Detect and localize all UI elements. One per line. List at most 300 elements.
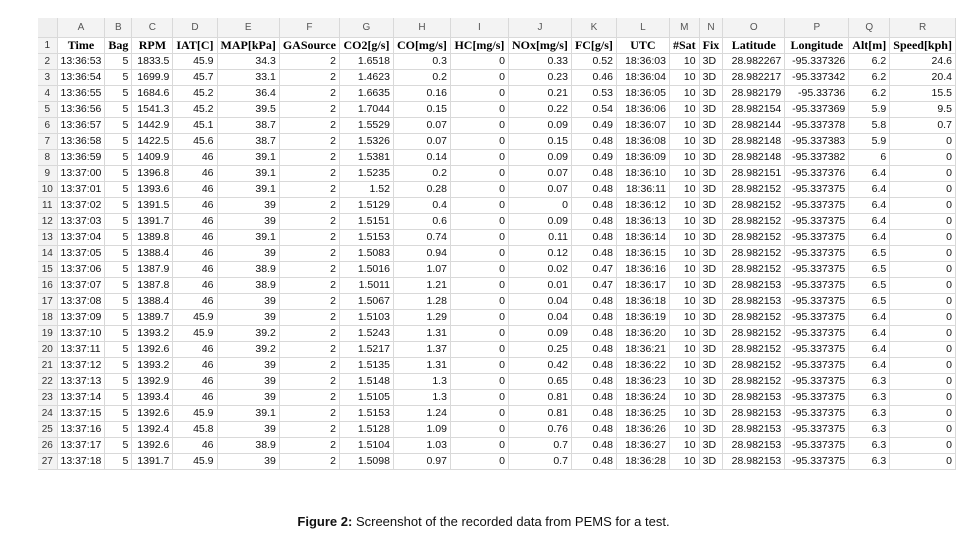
table-cell[interactable]: -95.337375 [785, 437, 849, 453]
table-cell[interactable]: 2 [279, 69, 339, 85]
table-cell[interactable]: 0 [450, 373, 508, 389]
table-cell[interactable]: 1.52 [339, 181, 393, 197]
table-cell[interactable]: 1833.5 [132, 53, 173, 69]
row-number[interactable]: 27 [38, 453, 57, 469]
table-cell[interactable]: 39.2 [217, 341, 279, 357]
table-cell[interactable]: 0 [450, 133, 508, 149]
row-number[interactable]: 13 [38, 229, 57, 245]
table-cell[interactable]: 5.9 [849, 133, 890, 149]
table-cell[interactable]: 1.4623 [339, 69, 393, 85]
table-cell[interactable]: 5 [105, 373, 132, 389]
table-cell[interactable]: 2 [279, 261, 339, 277]
table-cell[interactable]: -95.337376 [785, 165, 849, 181]
table-cell[interactable]: 3D [699, 101, 723, 117]
table-cell[interactable]: 0.3 [393, 53, 450, 69]
table-cell[interactable]: 0.52 [571, 53, 616, 69]
column-header[interactable]: H [393, 18, 450, 37]
table-cell[interactable]: 45.2 [173, 85, 217, 101]
table-cell[interactable]: 1387.8 [132, 277, 173, 293]
table-cell[interactable]: 0 [890, 389, 956, 405]
table-cell[interactable]: 13:37:15 [57, 405, 105, 421]
table-cell[interactable]: 39.1 [217, 229, 279, 245]
table-cell[interactable]: 0 [508, 197, 571, 213]
table-cell[interactable]: 10 [669, 69, 699, 85]
table-cell[interactable]: 28.982179 [723, 85, 785, 101]
table-cell[interactable]: 5.8 [849, 117, 890, 133]
table-cell[interactable]: 0.53 [571, 85, 616, 101]
table-cell[interactable]: 5 [105, 53, 132, 69]
table-cell[interactable]: 1388.4 [132, 293, 173, 309]
table-cell[interactable]: 0.48 [571, 421, 616, 437]
table-cell[interactable]: 0.21 [508, 85, 571, 101]
table-cell[interactable]: 46 [173, 357, 217, 373]
table-cell[interactable]: 0 [890, 405, 956, 421]
table-cell[interactable]: 1.31 [393, 325, 450, 341]
table-cell[interactable]: 6.2 [849, 53, 890, 69]
table-cell[interactable]: 5.9 [849, 101, 890, 117]
table-cell[interactable]: 1.5083 [339, 245, 393, 261]
table-cell[interactable]: 0.07 [508, 181, 571, 197]
table-cell[interactable]: 2 [279, 309, 339, 325]
table-cell[interactable]: 46 [173, 341, 217, 357]
table-cell[interactable]: 18:36:03 [616, 53, 669, 69]
table-cell[interactable]: 39 [217, 389, 279, 405]
table-cell[interactable]: 45.8 [173, 421, 217, 437]
table-cell[interactable]: 45.9 [173, 325, 217, 341]
row-number[interactable]: 11 [38, 197, 57, 213]
column-header[interactable]: L [616, 18, 669, 37]
table-cell[interactable]: 1541.3 [132, 101, 173, 117]
field-header-cell[interactable]: Speed[kph] [890, 37, 956, 53]
table-cell[interactable]: 0 [450, 341, 508, 357]
table-cell[interactable]: 13:37:02 [57, 197, 105, 213]
field-header-cell[interactable]: CO2[g/s] [339, 37, 393, 53]
table-cell[interactable]: 10 [669, 229, 699, 245]
table-cell[interactable]: 3D [699, 165, 723, 181]
table-cell[interactable]: 28.982152 [723, 309, 785, 325]
table-cell[interactable]: 0 [890, 133, 956, 149]
row-number[interactable]: 19 [38, 325, 57, 341]
table-cell[interactable]: 13:36:58 [57, 133, 105, 149]
table-cell[interactable]: 1.5067 [339, 293, 393, 309]
row-number[interactable]: 20 [38, 341, 57, 357]
column-header[interactable]: K [571, 18, 616, 37]
table-cell[interactable]: 28.982267 [723, 53, 785, 69]
table-cell[interactable]: 3D [699, 341, 723, 357]
table-cell[interactable]: 45.9 [173, 53, 217, 69]
table-cell[interactable]: 1.5105 [339, 389, 393, 405]
table-cell[interactable]: 28.982153 [723, 453, 785, 469]
table-cell[interactable]: 10 [669, 277, 699, 293]
table-cell[interactable]: 45.9 [173, 453, 217, 469]
table-cell[interactable]: 0.07 [393, 133, 450, 149]
table-cell[interactable]: 0 [450, 117, 508, 133]
table-cell[interactable]: 0.48 [571, 341, 616, 357]
field-header-cell[interactable]: Bag [105, 37, 132, 53]
table-cell[interactable]: 18:36:28 [616, 453, 669, 469]
table-cell[interactable]: 2 [279, 149, 339, 165]
table-cell[interactable]: 0.47 [571, 277, 616, 293]
table-cell[interactable]: 2 [279, 197, 339, 213]
table-cell[interactable]: 18:36:24 [616, 389, 669, 405]
column-header[interactable]: P [785, 18, 849, 37]
table-cell[interactable]: 1.21 [393, 277, 450, 293]
table-cell[interactable]: 0 [450, 197, 508, 213]
table-cell[interactable]: -95.337375 [785, 453, 849, 469]
table-cell[interactable]: 13:37:10 [57, 325, 105, 341]
table-cell[interactable]: 3D [699, 357, 723, 373]
table-cell[interactable]: 13:36:53 [57, 53, 105, 69]
table-cell[interactable]: 0 [890, 261, 956, 277]
table-cell[interactable]: 0.81 [508, 389, 571, 405]
table-cell[interactable]: 1.5098 [339, 453, 393, 469]
table-cell[interactable]: -95.337383 [785, 133, 849, 149]
table-cell[interactable]: 13:37:11 [57, 341, 105, 357]
column-header[interactable]: M [669, 18, 699, 37]
table-cell[interactable]: 1.37 [393, 341, 450, 357]
column-header[interactable]: B [105, 18, 132, 37]
table-cell[interactable]: 5 [105, 117, 132, 133]
table-cell[interactable]: 0.48 [571, 197, 616, 213]
table-cell[interactable]: 3D [699, 149, 723, 165]
row-number[interactable]: 26 [38, 437, 57, 453]
row-number[interactable]: 15 [38, 261, 57, 277]
table-cell[interactable]: 5 [105, 277, 132, 293]
table-cell[interactable]: 0 [450, 437, 508, 453]
table-cell[interactable]: 39 [217, 197, 279, 213]
table-cell[interactable]: 0 [890, 357, 956, 373]
table-cell[interactable]: 0.7 [508, 437, 571, 453]
table-cell[interactable]: 45.9 [173, 309, 217, 325]
table-cell[interactable]: 38.9 [217, 437, 279, 453]
table-cell[interactable]: 1.03 [393, 437, 450, 453]
table-cell[interactable]: 10 [669, 437, 699, 453]
table-cell[interactable]: 0.15 [393, 101, 450, 117]
table-cell[interactable]: 9.5 [890, 101, 956, 117]
table-cell[interactable]: 38.9 [217, 261, 279, 277]
table-cell[interactable]: 6.3 [849, 405, 890, 421]
table-cell[interactable]: 6 [849, 149, 890, 165]
table-cell[interactable]: 2 [279, 213, 339, 229]
table-cell[interactable]: 1.28 [393, 293, 450, 309]
table-cell[interactable]: -95.337375 [785, 405, 849, 421]
table-cell[interactable]: 0 [890, 453, 956, 469]
table-cell[interactable]: 0.48 [571, 309, 616, 325]
column-header[interactable]: R [890, 18, 956, 37]
field-header-cell[interactable]: RPM [132, 37, 173, 53]
table-cell[interactable]: 0 [450, 453, 508, 469]
table-cell[interactable]: 18:36:21 [616, 341, 669, 357]
table-cell[interactable]: 0.04 [508, 293, 571, 309]
table-cell[interactable]: 0.48 [571, 357, 616, 373]
table-cell[interactable]: 2 [279, 293, 339, 309]
table-cell[interactable]: -95.337375 [785, 245, 849, 261]
table-cell[interactable]: 5 [105, 229, 132, 245]
table-cell[interactable]: 1.5217 [339, 341, 393, 357]
table-cell[interactable]: 46 [173, 373, 217, 389]
table-cell[interactable]: 6.4 [849, 357, 890, 373]
table-cell[interactable]: 3D [699, 421, 723, 437]
table-cell[interactable]: 18:36:12 [616, 197, 669, 213]
table-cell[interactable]: 1.29 [393, 309, 450, 325]
table-cell[interactable]: 18:36:22 [616, 357, 669, 373]
table-cell[interactable]: 6.4 [849, 165, 890, 181]
table-cell[interactable]: 2 [279, 229, 339, 245]
table-cell[interactable]: 3D [699, 85, 723, 101]
table-cell[interactable]: 28.982152 [723, 325, 785, 341]
column-header[interactable]: D [173, 18, 217, 37]
table-cell[interactable]: 18:36:17 [616, 277, 669, 293]
table-cell[interactable]: 18:36:05 [616, 85, 669, 101]
table-cell[interactable]: 0.09 [508, 213, 571, 229]
table-cell[interactable]: 18:36:20 [616, 325, 669, 341]
table-cell[interactable]: 2 [279, 437, 339, 453]
table-cell[interactable]: 0.09 [508, 117, 571, 133]
table-cell[interactable]: 0.15 [508, 133, 571, 149]
field-header-cell[interactable]: FC[g/s] [571, 37, 616, 53]
table-cell[interactable]: 28.982217 [723, 69, 785, 85]
table-cell[interactable]: 6.3 [849, 437, 890, 453]
table-cell[interactable]: 0 [450, 405, 508, 421]
table-cell[interactable]: 18:36:08 [616, 133, 669, 149]
table-cell[interactable]: 3D [699, 197, 723, 213]
table-cell[interactable]: 5 [105, 133, 132, 149]
table-cell[interactable]: 1393.2 [132, 357, 173, 373]
table-cell[interactable]: 0.02 [508, 261, 571, 277]
table-cell[interactable]: -95.337375 [785, 341, 849, 357]
table-cell[interactable]: 18:36:25 [616, 405, 669, 421]
table-cell[interactable]: 1.24 [393, 405, 450, 421]
table-cell[interactable]: 28.982152 [723, 245, 785, 261]
table-cell[interactable]: 1.6635 [339, 85, 393, 101]
table-cell[interactable]: 2 [279, 373, 339, 389]
table-cell[interactable]: 28.982152 [723, 261, 785, 277]
table-cell[interactable]: 39.1 [217, 149, 279, 165]
table-cell[interactable]: 2 [279, 117, 339, 133]
table-cell[interactable]: 0 [450, 309, 508, 325]
field-header-cell[interactable]: UTC [616, 37, 669, 53]
row-number[interactable]: 9 [38, 165, 57, 181]
table-cell[interactable]: -95.337375 [785, 277, 849, 293]
table-cell[interactable]: 46 [173, 197, 217, 213]
table-cell[interactable]: 0 [450, 421, 508, 437]
table-cell[interactable]: 0.48 [571, 453, 616, 469]
table-cell[interactable]: 10 [669, 309, 699, 325]
table-cell[interactable]: 1.5153 [339, 229, 393, 245]
table-cell[interactable]: 1.5103 [339, 309, 393, 325]
table-cell[interactable]: 20.4 [890, 69, 956, 85]
table-cell[interactable]: 5 [105, 293, 132, 309]
table-cell[interactable]: 6.4 [849, 309, 890, 325]
table-cell[interactable]: 1.3 [393, 389, 450, 405]
table-cell[interactable]: 13:37:03 [57, 213, 105, 229]
table-cell[interactable]: 5 [105, 357, 132, 373]
table-cell[interactable]: 0.48 [571, 293, 616, 309]
table-cell[interactable]: 0.48 [571, 437, 616, 453]
table-cell[interactable]: 46 [173, 229, 217, 245]
field-header-cell[interactable]: Time [57, 37, 105, 53]
table-cell[interactable]: 46 [173, 149, 217, 165]
table-cell[interactable]: 0.49 [571, 117, 616, 133]
table-cell[interactable]: 3D [699, 69, 723, 85]
table-cell[interactable]: 39 [217, 245, 279, 261]
table-cell[interactable]: 18:36:09 [616, 149, 669, 165]
table-cell[interactable]: -95.337375 [785, 213, 849, 229]
table-cell[interactable]: 46 [173, 261, 217, 277]
table-cell[interactable]: 6.4 [849, 213, 890, 229]
row-number[interactable]: 1 [38, 37, 57, 53]
table-cell[interactable]: 2 [279, 357, 339, 373]
table-cell[interactable]: 18:36:19 [616, 309, 669, 325]
row-number[interactable]: 6 [38, 117, 57, 133]
row-number[interactable]: 16 [38, 277, 57, 293]
table-cell[interactable]: 5 [105, 309, 132, 325]
table-cell[interactable]: 28.982153 [723, 293, 785, 309]
field-header-cell[interactable]: Alt[m] [849, 37, 890, 53]
table-cell[interactable]: 1.5326 [339, 133, 393, 149]
table-cell[interactable]: 0.07 [508, 165, 571, 181]
table-cell[interactable]: 3D [699, 437, 723, 453]
table-cell[interactable]: 1422.5 [132, 133, 173, 149]
table-cell[interactable]: 18:36:27 [616, 437, 669, 453]
table-cell[interactable]: 28.982152 [723, 213, 785, 229]
table-cell[interactable]: 0 [450, 277, 508, 293]
table-cell[interactable]: 1409.9 [132, 149, 173, 165]
row-number[interactable]: 12 [38, 213, 57, 229]
column-header[interactable]: N [699, 18, 723, 37]
table-cell[interactable]: 6.3 [849, 453, 890, 469]
table-cell[interactable]: 18:36:23 [616, 373, 669, 389]
table-cell[interactable]: 1699.9 [132, 69, 173, 85]
table-cell[interactable]: 3D [699, 325, 723, 341]
table-cell[interactable]: -95.33736 [785, 85, 849, 101]
table-cell[interactable]: 1.5529 [339, 117, 393, 133]
table-cell[interactable]: 0 [890, 149, 956, 165]
table-cell[interactable]: 5 [105, 261, 132, 277]
table-cell[interactable]: 1.5235 [339, 165, 393, 181]
table-cell[interactable]: 0.76 [508, 421, 571, 437]
table-cell[interactable]: 3D [699, 389, 723, 405]
table-cell[interactable]: 18:36:14 [616, 229, 669, 245]
table-cell[interactable]: 10 [669, 133, 699, 149]
table-cell[interactable]: 13:37:14 [57, 389, 105, 405]
table-cell[interactable]: 46 [173, 181, 217, 197]
table-cell[interactable]: 2 [279, 53, 339, 69]
table-cell[interactable]: 0.97 [393, 453, 450, 469]
table-cell[interactable]: 2 [279, 165, 339, 181]
table-cell[interactable]: 39 [217, 357, 279, 373]
table-cell[interactable]: 10 [669, 213, 699, 229]
table-cell[interactable]: -95.337375 [785, 357, 849, 373]
table-cell[interactable]: 0.48 [571, 181, 616, 197]
table-cell[interactable]: 0.25 [508, 341, 571, 357]
table-cell[interactable]: 6.4 [849, 341, 890, 357]
table-cell[interactable]: 10 [669, 117, 699, 133]
table-cell[interactable]: 6.4 [849, 229, 890, 245]
table-cell[interactable]: 18:36:18 [616, 293, 669, 309]
table-cell[interactable]: 5 [105, 85, 132, 101]
row-number[interactable]: 17 [38, 293, 57, 309]
table-cell[interactable]: 0 [450, 357, 508, 373]
table-cell[interactable]: 28.982153 [723, 389, 785, 405]
table-cell[interactable]: 28.982152 [723, 197, 785, 213]
table-cell[interactable]: 3D [699, 277, 723, 293]
table-cell[interactable]: 10 [669, 245, 699, 261]
table-cell[interactable]: 2 [279, 421, 339, 437]
field-header-cell[interactable]: Fix [699, 37, 723, 53]
table-cell[interactable]: -95.337375 [785, 325, 849, 341]
table-cell[interactable]: 3D [699, 133, 723, 149]
table-cell[interactable]: 5 [105, 437, 132, 453]
table-cell[interactable]: 5 [105, 149, 132, 165]
table-cell[interactable]: 0.6 [393, 213, 450, 229]
table-cell[interactable]: 0.33 [508, 53, 571, 69]
table-cell[interactable]: 0.48 [571, 245, 616, 261]
table-cell[interactable]: 6.4 [849, 181, 890, 197]
table-cell[interactable]: 39 [217, 309, 279, 325]
column-header[interactable]: I [450, 18, 508, 37]
table-cell[interactable]: 10 [669, 85, 699, 101]
table-cell[interactable]: 0.04 [508, 309, 571, 325]
table-cell[interactable]: 28.982152 [723, 229, 785, 245]
table-cell[interactable]: 2 [279, 181, 339, 197]
table-cell[interactable]: 5 [105, 325, 132, 341]
table-cell[interactable]: 10 [669, 53, 699, 69]
table-cell[interactable]: 0.28 [393, 181, 450, 197]
table-cell[interactable]: 0.48 [571, 373, 616, 389]
table-cell[interactable]: 28.982153 [723, 421, 785, 437]
table-cell[interactable]: -95.337375 [785, 309, 849, 325]
field-header-cell[interactable]: MAP[kPa] [217, 37, 279, 53]
table-cell[interactable]: 18:36:10 [616, 165, 669, 181]
table-cell[interactable]: 13:37:06 [57, 261, 105, 277]
table-cell[interactable]: -95.337375 [785, 373, 849, 389]
table-cell[interactable]: 45.1 [173, 117, 217, 133]
row-number[interactable]: 18 [38, 309, 57, 325]
table-cell[interactable]: 1.07 [393, 261, 450, 277]
table-cell[interactable]: 39.2 [217, 325, 279, 341]
table-cell[interactable]: 2 [279, 389, 339, 405]
table-cell[interactable]: 1392.6 [132, 405, 173, 421]
column-header[interactable]: O [723, 18, 785, 37]
table-cell[interactable]: 1.7044 [339, 101, 393, 117]
table-cell[interactable]: 3D [699, 261, 723, 277]
table-cell[interactable]: 3D [699, 117, 723, 133]
table-cell[interactable]: 46 [173, 165, 217, 181]
field-header-cell[interactable]: HC[mg/s] [450, 37, 508, 53]
table-cell[interactable]: 0 [450, 165, 508, 181]
table-cell[interactable]: 1.5011 [339, 277, 393, 293]
table-cell[interactable]: 1389.8 [132, 229, 173, 245]
table-cell[interactable]: 0.47 [571, 261, 616, 277]
column-header[interactable]: C [132, 18, 173, 37]
table-cell[interactable]: 5 [105, 101, 132, 117]
table-cell[interactable]: 5 [105, 181, 132, 197]
row-number[interactable]: 22 [38, 373, 57, 389]
table-cell[interactable]: 33.1 [217, 69, 279, 85]
table-cell[interactable]: 1.5128 [339, 421, 393, 437]
table-cell[interactable]: 13:37:16 [57, 421, 105, 437]
table-cell[interactable]: 0.46 [571, 69, 616, 85]
table-cell[interactable]: 10 [669, 453, 699, 469]
table-cell[interactable]: 0 [890, 213, 956, 229]
table-cell[interactable]: 1389.7 [132, 309, 173, 325]
field-header-cell[interactable]: GASource [279, 37, 339, 53]
table-cell[interactable]: 0.09 [508, 325, 571, 341]
table-cell[interactable]: -95.337375 [785, 261, 849, 277]
table-cell[interactable]: 5 [105, 421, 132, 437]
table-cell[interactable]: 18:36:07 [616, 117, 669, 133]
